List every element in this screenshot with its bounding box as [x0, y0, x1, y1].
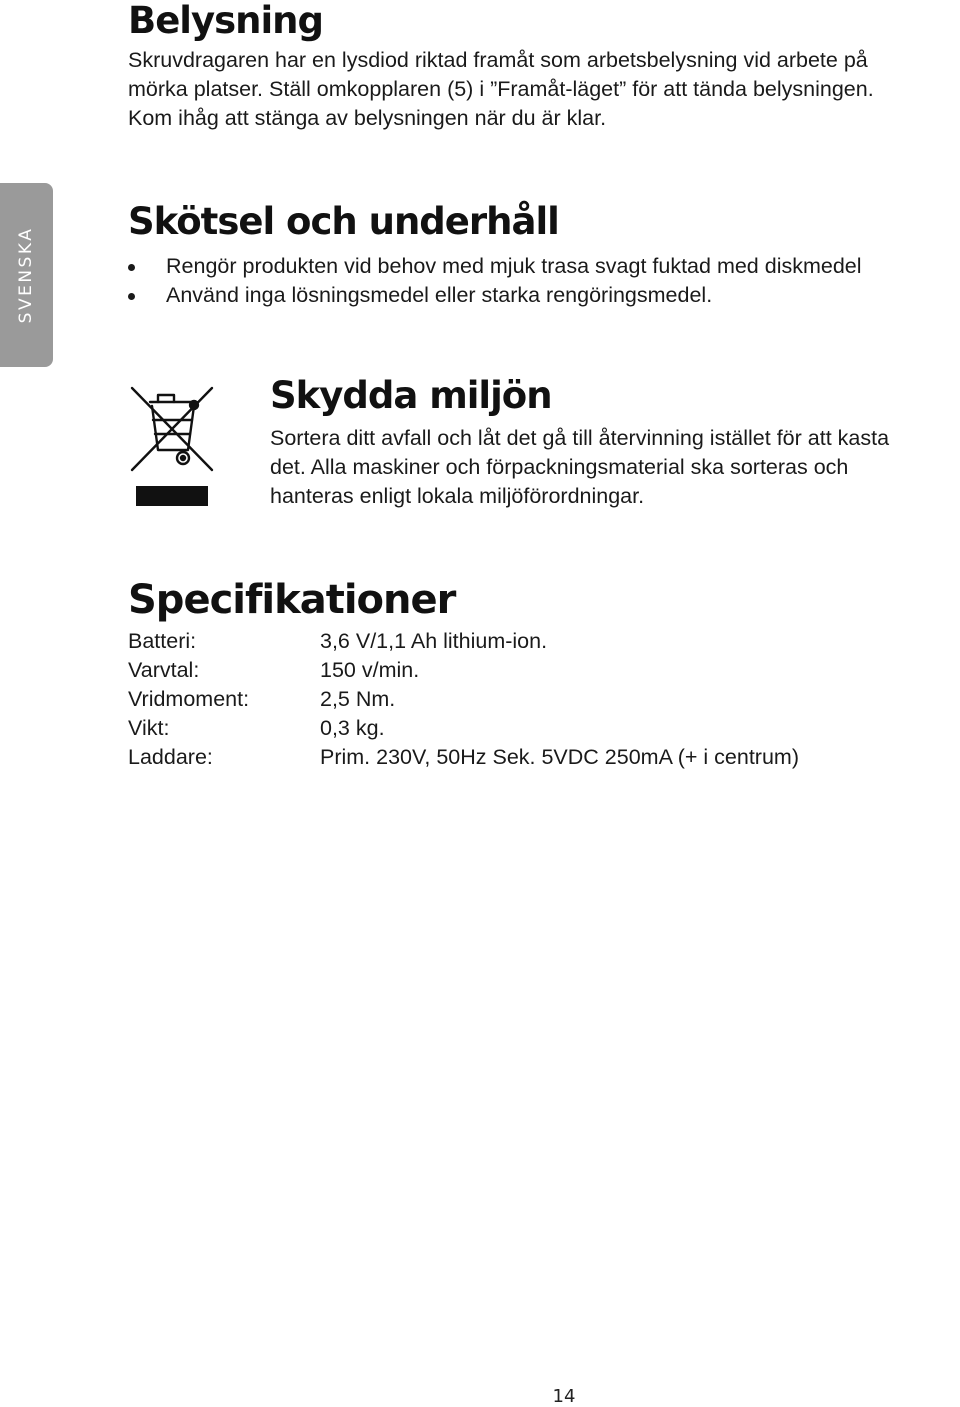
- care-bullet-list: [128, 252, 862, 310]
- environment-line: det. Alla maskiner och förpackningsmaterial ska sorteras och: [270, 455, 849, 479]
- environment-line: Sortera ditt avfall och låt det gå till återvinning istället för att kasta: [270, 426, 890, 450]
- page-number: 14: [552, 1386, 576, 1407]
- lighting-line: mörka platser. Ställ omkopplaren (5) i ”Framåt-läget” för att tända belysningen.: [128, 77, 874, 101]
- specs-heading: Specifikationer: [128, 577, 456, 623]
- environment-paragraph: [270, 424, 889, 511]
- table-row: [128, 685, 799, 714]
- care-bullet-text: Använd inga lösningsmedel eller starka rengöringsmedel.: [166, 283, 713, 307]
- lighting-paragraph: [128, 46, 874, 133]
- language-tab-label: SVENSKA: [16, 226, 36, 324]
- crossed-out-wheelie-bin-icon: [128, 382, 216, 508]
- spec-label: Laddare:: [128, 745, 213, 769]
- spec-label: Vikt:: [128, 716, 170, 740]
- specs-table: [128, 627, 799, 772]
- bullet-icon: [128, 264, 135, 271]
- list-item: [128, 281, 862, 310]
- environment-line: hanteras enligt lokala miljöförordningar.: [270, 484, 645, 508]
- care-bullet-text: Rengör produkten vid behov med mjuk trasa svagt fuktad med diskmedel: [166, 254, 862, 278]
- table-row: [128, 743, 799, 772]
- spec-label: Varvtal:: [128, 658, 200, 682]
- lighting-line: Skruvdragaren har en lysdiod riktad framåt som arbetsbelysning vid arbete på: [128, 48, 868, 72]
- spec-value: 2,5 Nm.: [320, 687, 396, 711]
- bullet-icon: [128, 293, 135, 300]
- lighting-heading: Belysning: [128, 0, 323, 42]
- spec-value: 3,6 V/1,1 Ah lithium-ion.: [320, 629, 548, 653]
- table-row: [128, 714, 799, 743]
- lighting-line: Kom ihåg att stänga av belysningen när du är klar.: [128, 106, 607, 130]
- spec-value: 150 v/min.: [320, 658, 420, 682]
- spec-value: Prim. 230V, 50Hz Sek. 5VDC 250mA (+ i centrum): [320, 745, 799, 769]
- table-row: [128, 627, 799, 656]
- care-heading: Skötsel och underhåll: [128, 200, 559, 243]
- spec-value: 0,3 kg.: [320, 716, 385, 740]
- spec-label: Batteri:: [128, 629, 197, 653]
- environment-heading: Skydda miljön: [270, 374, 552, 417]
- table-row: [128, 656, 799, 685]
- spec-label: Vridmoment:: [128, 687, 250, 711]
- list-item: [128, 252, 862, 281]
